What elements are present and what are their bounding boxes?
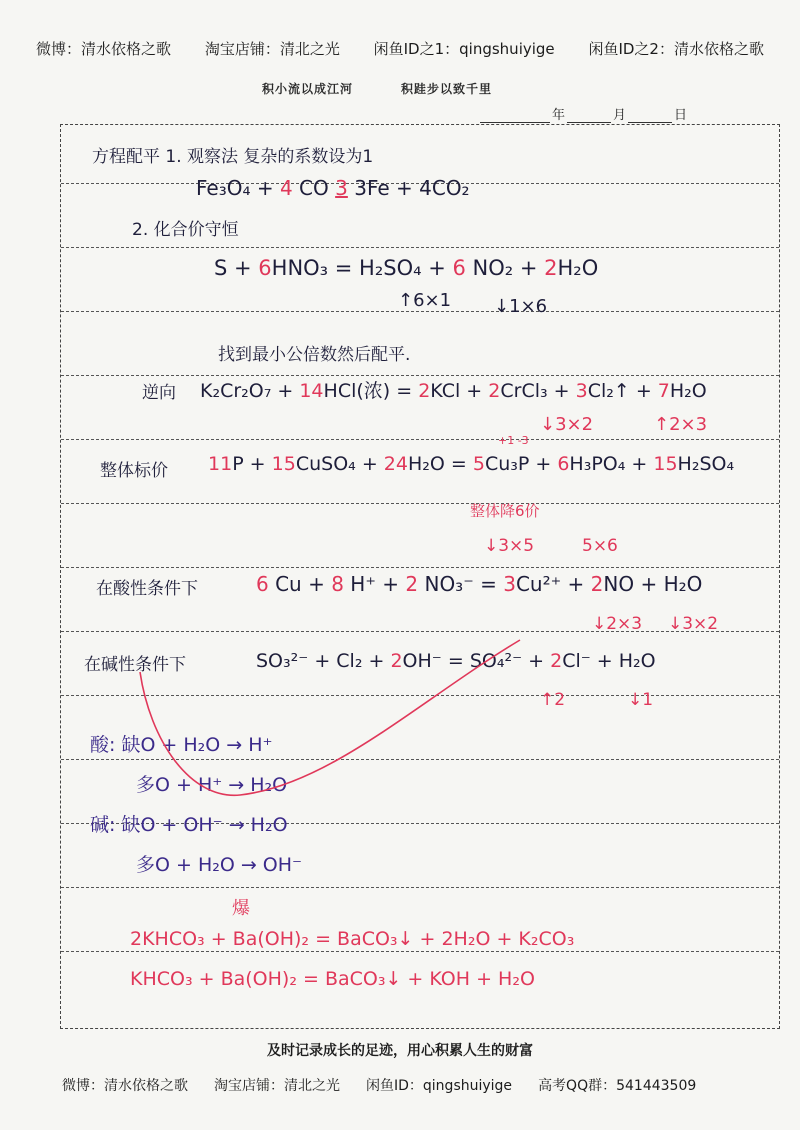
page-motto [262, 80, 492, 97]
note-lcm: 找到最小公倍数然后配平. [218, 345, 411, 365]
cu3p-electron: ↓3×5 [484, 536, 535, 556]
banner-xianyu-2: 闲鱼ID之2：清水依格之歌 [588, 40, 764, 58]
label-reverse: 逆向 [142, 383, 176, 403]
month-blank [567, 108, 611, 123]
rule-line [61, 439, 779, 440]
banner-xianyu-1: 闲鱼ID之1：qingshuiyige [373, 40, 555, 58]
footer-xianyu: 闲鱼ID：qingshuiyige [366, 1078, 513, 1094]
equation-cu-hno3: 6 Cu + 8 H⁺ + 2 NO₃⁻ = 3Cu²⁺ + 2NO + H₂O [256, 572, 703, 596]
motto-right: 积跬步以致千里 [401, 82, 493, 96]
rule-line [61, 247, 779, 248]
valence-mark: +1 -3 [498, 434, 529, 447]
equation-p-cuso4: 11P + 15CuSO₄ + 24H₂O = 5Cu₃P + 6H₃PO₄ + 15H₂SO₄ [208, 453, 735, 475]
bottom-banner [62, 1075, 696, 1095]
note-title: 方程配平 1. 观察法 复杂的系数设为1 [92, 147, 374, 167]
note-whole-drop: 整体降6价 [470, 502, 540, 520]
footer-taobao: 淘宝店铺：清北之光 [214, 1078, 340, 1094]
equation-fe3o4: Fe₃O₄ + 4 CO 3 3Fe + 4CO₂ [196, 176, 470, 200]
s-electron: ↑2 [540, 690, 566, 710]
cr-electron: ↓3×2 [540, 414, 594, 435]
day-blank [628, 108, 672, 123]
year-label: 年 [552, 108, 566, 123]
rule-line [61, 695, 779, 696]
equation-khco3: KHCO₃ + Ba(OH)₂ = BaCO₃↓ + KOH + H₂O [130, 968, 535, 990]
note-mark: 爆 [232, 898, 250, 919]
rule-line [61, 951, 779, 952]
footer-qq-group: 高考QQ群：541443509 [538, 1078, 697, 1094]
subheading-valence: 2. 化合价守恒 [132, 220, 239, 240]
motto-left: 积小流以成江河 [262, 82, 354, 96]
equation-2khco3: 2KHCO₃ + Ba(OH)₂ = BaCO₃↓ + 2H₂O + K₂CO₃ [130, 928, 575, 950]
label-acidic: 在酸性条件下 [96, 579, 198, 599]
label-basic: 在碱性条件下 [84, 655, 186, 675]
rule-line [61, 503, 779, 504]
electron-down: ↓1×6 [494, 296, 548, 317]
date-line [478, 104, 687, 123]
rule-base-less-o: 碱: 缺O + OH⁻ → H₂O [90, 814, 288, 836]
rule-line [61, 311, 779, 312]
equation-so3: SO₃²⁻ + Cl₂ + 2OH⁻ = SO₄²⁻ + 2Cl⁻ + H₂O [256, 650, 656, 672]
top-banner [0, 38, 800, 60]
cl-electron: ↑2×3 [654, 414, 708, 435]
banner-taobao: 淘宝店铺：清北之光 [204, 40, 340, 58]
n-electron: ↓3×2 [668, 614, 719, 634]
rule-line [61, 887, 779, 888]
rule-line [61, 759, 779, 760]
label-whole: 整体标价 [100, 461, 168, 481]
footer-weibo: 微博：清水依格之歌 [62, 1078, 188, 1094]
rule-acid-less-o: 酸: 缺O + H₂O → H⁺ [90, 734, 273, 756]
p-electron: 5×6 [582, 536, 618, 556]
cl-electron-2: ↓1 [628, 690, 654, 710]
footer-motto: 及时记录成长的足迹，用心积累人生的财富 [267, 1043, 533, 1059]
rule-base-more-o: 多O + H₂O → OH⁻ [136, 854, 303, 876]
equation-k2cr2o7: K₂Cr₂O₇ + 14HCl(浓) = 2KCl + 2CrCl₃ + 3Cl₂↑ + 7H₂O [200, 380, 707, 402]
banner-weibo: 微博：清水依格之歌 [36, 40, 172, 58]
day-label: 日 [674, 108, 688, 123]
rule-acid-more-o: 多O + H⁺ → H₂O [136, 774, 288, 796]
electron-up: ↑6×1 [398, 290, 452, 311]
rule-line [61, 567, 779, 568]
cu-electron: ↓2×3 [592, 614, 643, 634]
month-label: 月 [613, 108, 627, 123]
year-blank [480, 108, 550, 123]
equation-s-hno3: S + 6HNO₃ = H₂SO₄ + 6 NO₂ + 2H₂O [214, 256, 599, 280]
